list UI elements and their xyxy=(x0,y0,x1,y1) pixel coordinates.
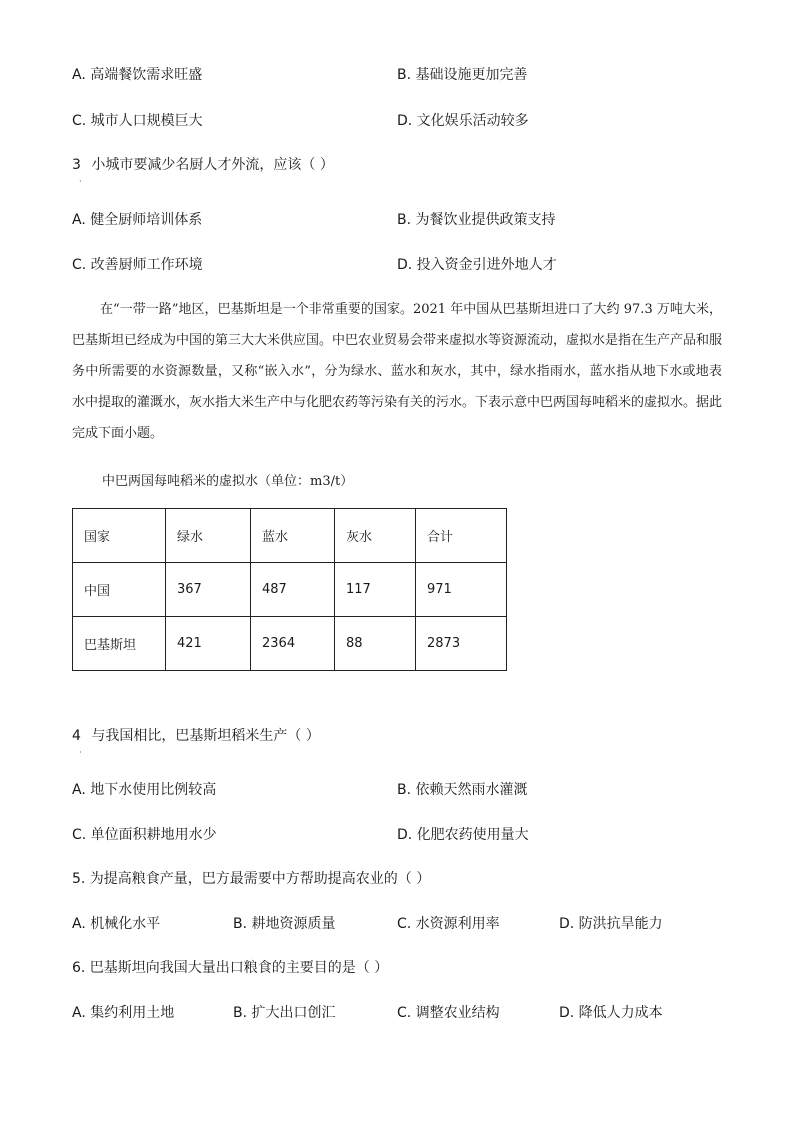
q6-option-b: B. 扩大出口创汇 xyxy=(233,1005,336,1021)
table-cell: 421 xyxy=(166,617,251,671)
table-row xyxy=(73,617,507,671)
q4-option-a: A. 地下水使用比例较高 xyxy=(72,782,217,798)
q5-option-b: B. 耕地资源质量 xyxy=(233,916,336,932)
passage-text: 在“一带一路”地区，巴基斯坦是一个非常重要的国家。2021 年中国从巴基斯坦进口了大约 97.3 万吨大米，巴基斯坦已经成为中国的第三大大米供应国。中巴农业贸易会带来虚拟水等资源流动，虚拟水是指在生产产品和服务中所需要的水资源数量，又称“嵌入水”，分为绿水、蓝水和灰水，其中，绿水指雨水，蓝水指从地下水或地表水中提取的灌溉水，灰水指大米生产中与化肥农药等污染有关的污水。下表示意中巴两国每吨稻米的虚拟水。据此完成下面小题。 xyxy=(72,302,723,441)
q5-option-d: D. 防洪抗旱能力 xyxy=(559,916,663,932)
question-3-number: 3 xyxy=(72,157,81,173)
q4-option-c: C. 单位面积耕地用水少 xyxy=(72,827,217,843)
q6-option-d: D. 降低人力成本 xyxy=(559,1005,663,1021)
virtual-water-table xyxy=(72,508,507,671)
table-cell: 2873 xyxy=(416,617,507,671)
q3-option-d: D. 投入资金引进外地人才 xyxy=(397,257,557,273)
q3-option-a: A. 健全厨师培训体系 xyxy=(72,212,203,228)
table-row xyxy=(73,563,507,617)
table-cell: 117 xyxy=(335,563,416,617)
q3-option-c: C. 改善厨师工作环境 xyxy=(72,257,203,273)
table-caption: 中巴两国每吨稻米的虚拟水（单位：m3/t） xyxy=(102,474,354,489)
q2-option-a: A. 高端餐饮需求旺盛 xyxy=(72,67,203,83)
table-cell: 971 xyxy=(416,563,507,617)
table-cell: 中国 xyxy=(73,563,166,617)
q2-option-b: B. 基础设施更加完善 xyxy=(397,67,528,83)
table-header-cell: 灰水 xyxy=(335,509,416,563)
question-3 xyxy=(72,154,334,176)
table-header-cell: 国家 xyxy=(73,509,166,563)
q6-option-a: A. 集约利用土地 xyxy=(72,1005,175,1021)
q2-option-c: C. 城市人口规模巨大 xyxy=(72,113,203,129)
q4-option-d: D. 化肥农药使用量大 xyxy=(397,827,529,843)
table-header-cell: 绿水 xyxy=(166,509,251,563)
table-cell: 367 xyxy=(166,563,251,617)
table-cell: 88 xyxy=(335,617,416,671)
question-3-stem: 小城市要减少名厨人才外流，应该（ ） xyxy=(91,157,334,173)
table-cell: 巴基斯坦 xyxy=(73,617,166,671)
q5-option-c: C. 水资源利用率 xyxy=(397,916,500,932)
table-cell: 487 xyxy=(251,563,335,617)
q5-option-a: A. 机械化水平 xyxy=(72,916,161,932)
table-cell: 2364 xyxy=(251,617,335,671)
table-header-cell: 蓝水 xyxy=(251,509,335,563)
table-header-row xyxy=(73,509,507,563)
question-4 xyxy=(72,725,320,747)
q3-option-b: B. 为餐饮业提供政策支持 xyxy=(397,212,556,228)
reading-passage xyxy=(72,294,722,449)
q6-option-c: C. 调整农业结构 xyxy=(397,1005,500,1021)
question-4-stem: 与我国相比，巴基斯坦稻米生产（ ） xyxy=(91,728,320,744)
question-4-number: 4 xyxy=(72,728,81,744)
question-6-stem: 6. 巴基斯坦向我国大量出口粮食的主要目的是（ ） xyxy=(72,960,389,976)
table-header-cell: 合计 xyxy=(416,509,507,563)
question-3-dot: · xyxy=(79,177,82,186)
q4-option-b: B. 依赖天然雨水灌溉 xyxy=(397,782,528,798)
q2-option-d: D. 文化娱乐活动较多 xyxy=(397,113,529,129)
question-4-dot: · xyxy=(79,748,82,757)
question-5-stem: 5. 为提高粮食产量，巴方最需要中方帮助提高农业的（ ） xyxy=(72,871,431,887)
